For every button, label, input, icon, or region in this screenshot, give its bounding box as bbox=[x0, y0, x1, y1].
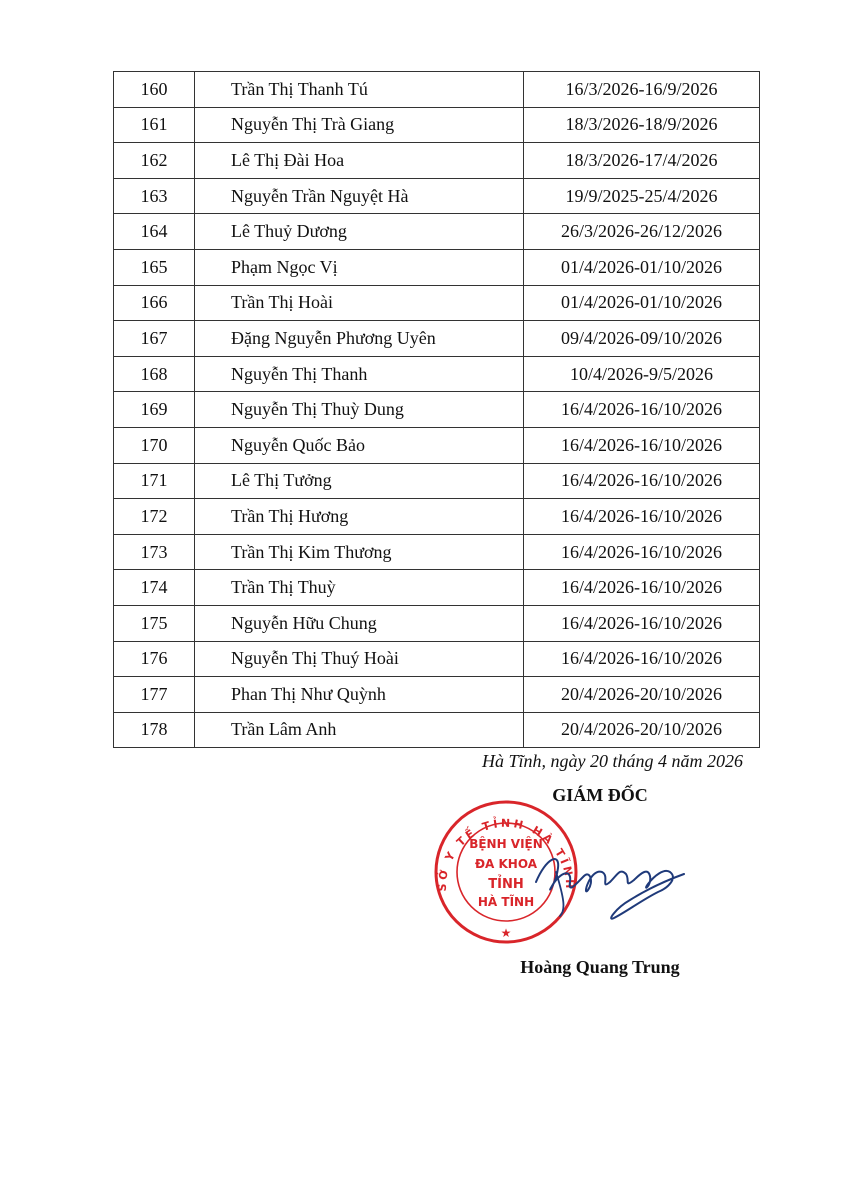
person-name: Nguyễn Thị Thanh bbox=[195, 356, 524, 392]
table-row bbox=[114, 463, 760, 499]
seal-line-3: TỈNH bbox=[488, 877, 524, 892]
row-number: 165 bbox=[114, 249, 195, 285]
row-number: 168 bbox=[114, 356, 195, 392]
row-number: 161 bbox=[114, 107, 195, 143]
table-row bbox=[114, 570, 760, 606]
place-date: Hà Tĩnh, ngày 20 tháng 4 năm 2026 bbox=[482, 751, 743, 771]
person-name: Trần Thị Hương bbox=[195, 499, 524, 535]
seal-line-2: ĐA KHOA bbox=[474, 857, 538, 871]
row-number: 176 bbox=[114, 641, 195, 677]
row-number: 173 bbox=[114, 534, 195, 570]
date-range: 16/4/2026-16/10/2026 bbox=[524, 534, 760, 570]
row-number: 178 bbox=[114, 712, 195, 748]
person-name: Nguyễn Quốc Bảo bbox=[195, 427, 524, 463]
personnel-table bbox=[113, 71, 760, 748]
row-number: 164 bbox=[114, 214, 195, 250]
date-range: 01/4/2026-01/10/2026 bbox=[524, 249, 760, 285]
date-range: 26/3/2026-26/12/2026 bbox=[524, 214, 760, 250]
date-range: 18/3/2026-17/4/2026 bbox=[524, 143, 760, 179]
person-name: Trần Thị Thuỳ bbox=[195, 570, 524, 606]
table-row bbox=[114, 143, 760, 179]
person-name: Nguyễn Thị Trà Giang bbox=[195, 107, 524, 143]
person-name: Nguyễn Thị Thuỳ Dung bbox=[195, 392, 524, 428]
table-row bbox=[114, 356, 760, 392]
table-row bbox=[114, 214, 760, 250]
table-row bbox=[114, 427, 760, 463]
row-number: 175 bbox=[114, 605, 195, 641]
table-row bbox=[114, 499, 760, 535]
date-range: 16/4/2026-16/10/2026 bbox=[524, 570, 760, 606]
signer-title: GIÁM ĐỐC bbox=[552, 785, 648, 805]
date-range: 16/4/2026-16/10/2026 bbox=[524, 463, 760, 499]
date-range: 16/4/2026-16/10/2026 bbox=[524, 605, 760, 641]
table-row bbox=[114, 178, 760, 214]
date-range: 18/3/2026-18/9/2026 bbox=[524, 107, 760, 143]
table-row bbox=[114, 712, 760, 748]
row-number: 167 bbox=[114, 321, 195, 357]
date-range: 20/4/2026-20/10/2026 bbox=[524, 677, 760, 713]
seal-outer-text: SỞ Y TẾ TỈNH HÀ TĨNH bbox=[435, 816, 577, 892]
person-name: Phan Thị Như Quỳnh bbox=[195, 677, 524, 713]
row-number: 162 bbox=[114, 143, 195, 179]
table-row bbox=[114, 249, 760, 285]
date-range: 16/4/2026-16/10/2026 bbox=[524, 641, 760, 677]
person-name: Phạm Ngọc Vị bbox=[195, 249, 524, 285]
row-number: 171 bbox=[114, 463, 195, 499]
date-range: 16/4/2026-16/10/2026 bbox=[524, 499, 760, 535]
table-row bbox=[114, 321, 760, 357]
table-row bbox=[114, 72, 760, 108]
date-range: 19/9/2025-25/4/2026 bbox=[524, 178, 760, 214]
person-name: Lê Thị Đài Hoa bbox=[195, 143, 524, 179]
row-number: 166 bbox=[114, 285, 195, 321]
row-number: 160 bbox=[114, 72, 195, 108]
table-row bbox=[114, 534, 760, 570]
person-name: Nguyễn Hữu Chung bbox=[195, 605, 524, 641]
date-range: 09/4/2026-09/10/2026 bbox=[524, 321, 760, 357]
seal-line-1: BỆNH VIỆN bbox=[469, 837, 543, 851]
person-name: Trần Lâm Anh bbox=[195, 712, 524, 748]
date-range: 16/3/2026-16/9/2026 bbox=[524, 72, 760, 108]
row-number: 177 bbox=[114, 677, 195, 713]
seal-star-icon: ★ bbox=[500, 926, 512, 940]
table-row bbox=[114, 605, 760, 641]
date-range: 20/4/2026-20/10/2026 bbox=[524, 712, 760, 748]
person-name: Trần Thị Kim Thương bbox=[195, 534, 524, 570]
date-range: 10/4/2026-9/5/2026 bbox=[524, 356, 760, 392]
table-row bbox=[114, 392, 760, 428]
table-row bbox=[114, 677, 760, 713]
person-name: Trần Thị Thanh Tú bbox=[195, 72, 524, 108]
table-row bbox=[114, 107, 760, 143]
table-row bbox=[114, 285, 760, 321]
person-name: Lê Thuỷ Dương bbox=[195, 214, 524, 250]
date-range: 16/4/2026-16/10/2026 bbox=[524, 392, 760, 428]
date-range: 01/4/2026-01/10/2026 bbox=[524, 285, 760, 321]
table-body bbox=[114, 72, 760, 748]
person-name: Nguyễn Trần Nguyệt Hà bbox=[195, 178, 524, 214]
person-name: Trần Thị Hoài bbox=[195, 285, 524, 321]
row-number: 163 bbox=[114, 178, 195, 214]
seal-line-4: HÀ TĨNH bbox=[477, 895, 535, 909]
row-number: 169 bbox=[114, 392, 195, 428]
person-name: Nguyễn Thị Thuý Hoài bbox=[195, 641, 524, 677]
person-name: Đặng Nguyễn Phương Uyên bbox=[195, 321, 524, 357]
row-number: 172 bbox=[114, 499, 195, 535]
signer-name: Hoàng Quang Trung bbox=[520, 957, 680, 977]
row-number: 170 bbox=[114, 427, 195, 463]
person-name: Lê Thị Tưởng bbox=[195, 463, 524, 499]
handwritten-signature bbox=[530, 838, 690, 928]
table-row bbox=[114, 641, 760, 677]
row-number: 174 bbox=[114, 570, 195, 606]
date-range: 16/4/2026-16/10/2026 bbox=[524, 427, 760, 463]
